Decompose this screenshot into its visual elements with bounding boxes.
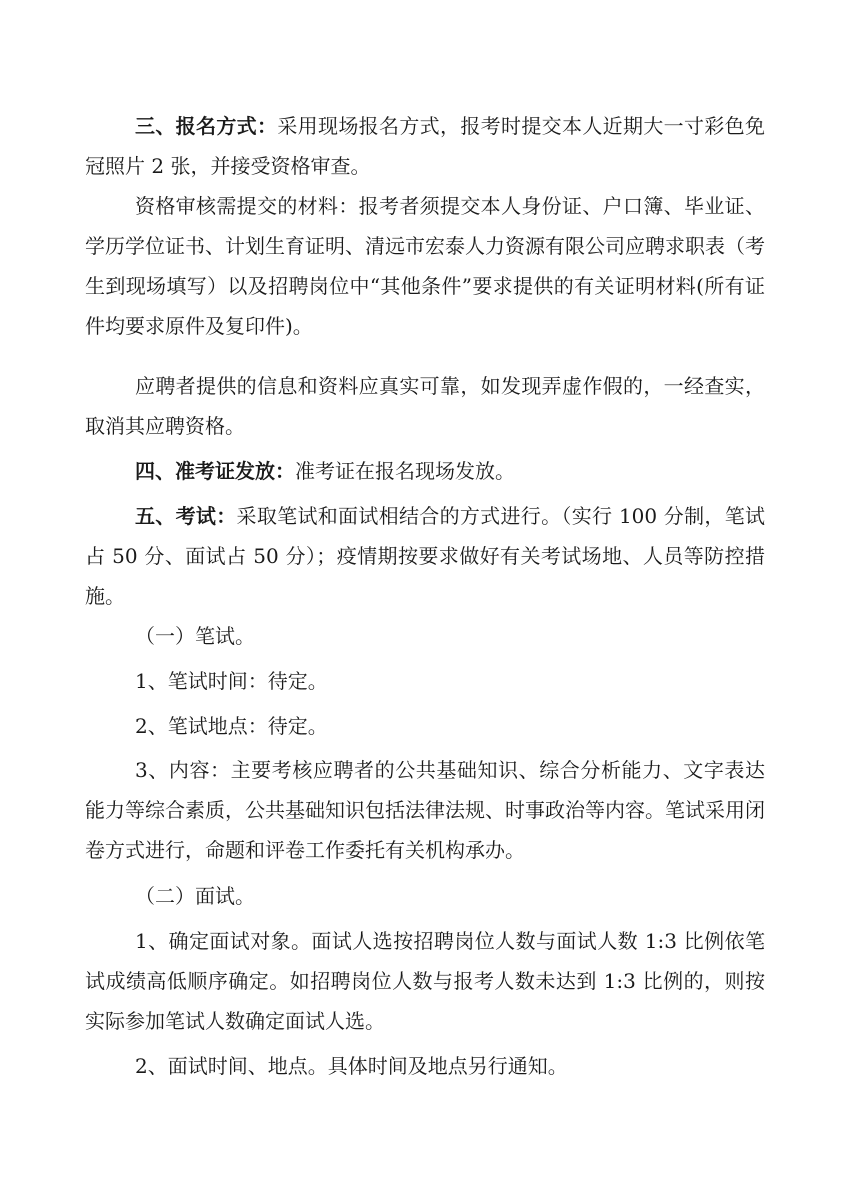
written-content: 3、内容：主要考核应聘者的公共基础知识、综合分析能力、文字表达能力等综合素质，公共基础知识包括法律法规、时事政治等内容。笔试采用闭卷方式进行，命题和评卷工作委托有关机构承办。 bbox=[85, 758, 765, 862]
written-location: 2、笔试地点：待定。 bbox=[135, 714, 328, 738]
section-admission-ticket bbox=[85, 451, 765, 491]
subsection-interview-title: （二）面试。 bbox=[135, 884, 255, 908]
subsection-written-title: （一）笔试。 bbox=[135, 624, 255, 648]
section-heading-registration: 三、报名方式： bbox=[135, 114, 278, 138]
paragraph-truthfulness: 应聘者提供的信息和资料应真实可靠，如发现弄虚作假的，一经查实，取消其应聘资格。 bbox=[85, 374, 765, 438]
interview-time-location: 2、面试时间、地点。具体时间及地点另行通知。 bbox=[135, 1054, 568, 1078]
section-body-admission-ticket: 准考证在报名现场发放。 bbox=[295, 459, 515, 483]
section-registration-method bbox=[85, 106, 765, 186]
section-heading-exam: 五、考试： bbox=[135, 504, 237, 528]
written-time: 1、笔试时间：待定。 bbox=[135, 669, 328, 693]
section-heading-admission-ticket: 四、准考证发放： bbox=[135, 459, 295, 483]
paragraph-qualification-materials: 资格审核需提交的材料：报考者须提交本人身份证、户口簿、毕业证、学历学位证书、计划生育证明、清远市宏泰人力资源有限公司应聘求职表（考生到现场填写）以及招聘岗位中“其他条件”要求提供的有关证明材料(所有证件均要求原件及复印件)。 bbox=[85, 194, 765, 338]
section-body-exam: 采取笔试和面试相结合的方式进行。（实行 100 分制，笔试占 50 分、面试占 50 分）；疫情期按要求做好有关考试场地、人员等防控措施。 bbox=[85, 504, 766, 608]
section-exam bbox=[85, 496, 765, 616]
section-body-registration: 采用现场报名方式，报考时提交本人近期大一寸彩色免冠照片 2 张，并接受资格审查。 bbox=[85, 114, 766, 178]
interview-candidates: 1、确定面试对象。面试人选按招聘岗位人数与面试人数 1:3 比例依笔试成绩高低顺序确定。如招聘岗位人数与报考人数未达到 1:3 比例的，则按实际参加笔试人数确定面试人选。 bbox=[85, 929, 765, 1033]
